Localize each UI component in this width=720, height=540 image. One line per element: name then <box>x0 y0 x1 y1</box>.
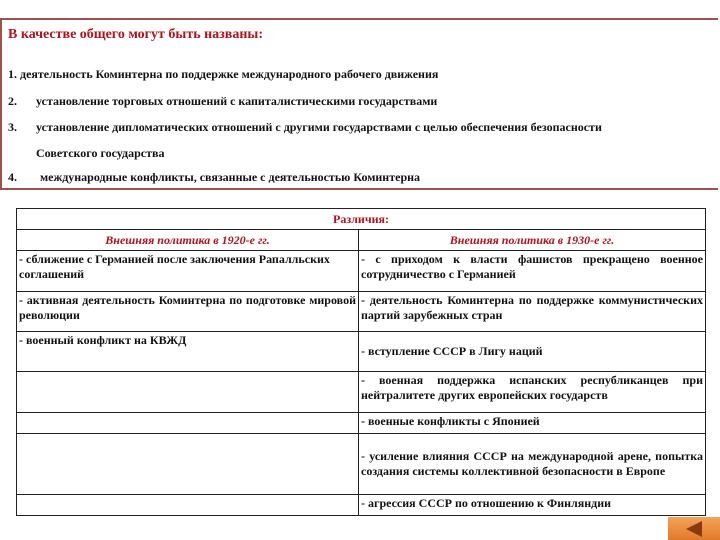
list-item: 4. международные конфликты, связанные с деятельностью Коминтерна <box>8 170 421 184</box>
table-row <box>17 413 706 434</box>
cell-1920s <box>17 434 359 495</box>
back-button[interactable] <box>668 517 720 540</box>
cell-1920s: - сближение с Германией после заключения Рапалльских соглашений <box>17 251 359 292</box>
table-row <box>17 251 706 292</box>
cell-1930s: - с приходом к власти фашистов прекращено военное сотрудничество с Германией <box>359 251 706 292</box>
differences-title: Различия: <box>17 209 706 230</box>
cell-1930s: - вступление СССР в Лигу наций <box>359 332 706 372</box>
list-item-continuation: Советского государства <box>36 146 165 160</box>
list-item: 3. установление дипломатических отношений с другими государствами с целью обеспечения безопасности <box>8 120 602 134</box>
table-row <box>17 495 706 516</box>
cell-1920s: - активная деятельность Коминтерна по подготовке мировой революции <box>17 292 359 332</box>
column-header-1930s: Внешняя политика в 1930-е гг. <box>359 230 706 251</box>
cell-1930s: - военные конфликты с Японией <box>359 413 706 434</box>
cell-1930s: - деятельность Коминтерна по поддержке коммунистических партий зарубежных стран <box>359 292 706 332</box>
cell-1930s: - агрессия СССР по отношению к Финляндии <box>359 495 706 516</box>
cell-1920s <box>17 413 359 434</box>
common-features-title: В качестве общего могут быть названы: <box>8 27 264 42</box>
table-row <box>17 372 706 413</box>
table-row <box>17 332 706 372</box>
common-features-box <box>0 18 718 190</box>
cell-1930s: - военная поддержка испанских республиканцев при нейтралитете других европейских государств <box>359 372 706 413</box>
differences-table <box>16 208 706 516</box>
triangle-left-icon <box>686 521 704 537</box>
list-item: 2. установление торговых отношений с капиталистическими государствами <box>8 94 438 108</box>
table-row <box>17 292 706 332</box>
table-row <box>17 434 706 495</box>
cell-1920s <box>17 495 359 516</box>
cell-1920s: - военный конфликт на КВЖД <box>17 332 359 372</box>
cell-1930s: - усиление влияния СССР на международной арене, попытка создания системы коллективной безопасности в Европе <box>359 434 706 495</box>
cell-1920s <box>17 372 359 413</box>
column-header-1920s: Внешняя политика в 1920-е гг. <box>17 230 359 251</box>
list-item: 1. деятельность Коминтерна по поддержке международного рабочего движения <box>8 67 439 81</box>
